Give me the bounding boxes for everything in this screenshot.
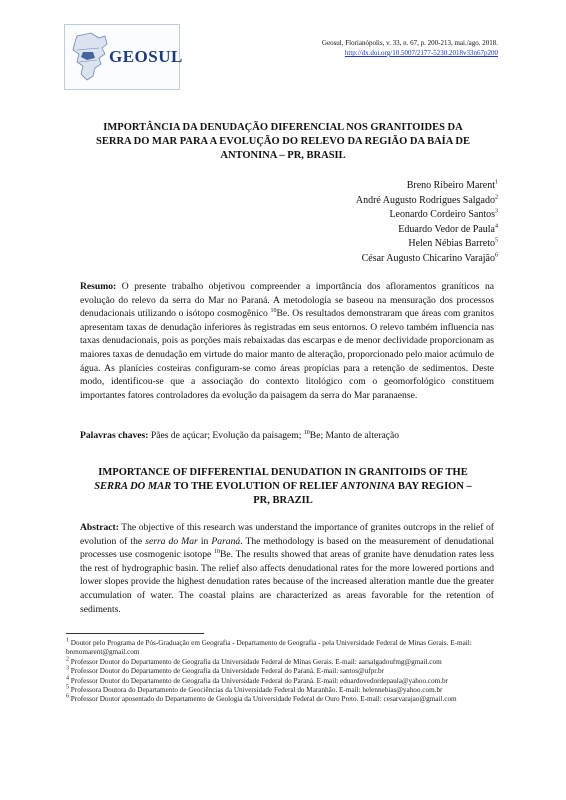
footnote-6: $^6$ Professor Doutor aposentado do Departamento de Geologia da Universidade Federal de Ouro Preto. E-mail: cesarvarajao@gmail.com xyxy=(66,694,457,704)
palavras-chaves: Palavras chaves: Pães de açúcar; Evolução da paisagem; $^{10}$Be; Manto de alteração xyxy=(80,429,400,441)
journal-citation xyxy=(322,38,498,58)
author-1: Breno Ribeiro Marent$^1$ xyxy=(406,179,498,191)
footnote-5: $^5$ Professora Doutora do Departamento de Geociências da Universidade Federal do Maranhão. E-mail: helennebias@yahoo.com.br xyxy=(66,684,443,695)
title-en-line3: PR, BRAZIL xyxy=(253,495,313,506)
footnote-divider xyxy=(66,633,204,634)
abstract-label: Abstract: xyxy=(80,522,119,533)
resumo-label: Resumo: xyxy=(80,281,117,292)
author-4: Eduardo Vedor de Paula$^4$ xyxy=(398,223,498,235)
author-6: César Augusto Chicarino Varajão$^6$ xyxy=(361,252,498,264)
footnote-2: $^2$ Professor Doutor do Departamento de Geografia da Universidade Federal de Minas Gerais. E-mail: aarsalgadoufmg@gmail.com xyxy=(66,656,442,666)
author-2: André Augusto Rodrigues Salgado$^2$ xyxy=(355,194,498,206)
footnotes xyxy=(66,639,496,705)
title-en-line1: IMPORTANCE OF DIFFERENTIAL DENUDATION IN GRANITOIDS OF THE xyxy=(98,467,468,478)
palavras-label: Palavras chaves: xyxy=(80,430,149,441)
citation-text: Geosul, Florianópolis, v. 33, n. 67, p. 200-213, mai./ago. 2018. xyxy=(321,39,498,47)
resumo-paragraph: Resumo: O presente trabalho objetivou compreender a importância dos afloramentos graníticos na evolução do relevo da serra do Mar no Paraná. A metodologia se baseou na mensuração dos processos denudacionais utilizando o isótopo cosmogênico $^{10}$Be. Os resultados demonstraram que áreas com granitos apresentam taxas de denudação inferiores às registradas em seus entornos. O relevo também influencia nas taxas denudacionais, pois as porções mais rebaixadas das escarpas e de menor declividade proporcionam as maiores taxas de denudação em virtude do maior manto de alteração, proporcionado pelo maior acúmulo de água. As planícies costeiras configuram-se como áreas propícias para a retenção de sedimentos. Deste modo, identificou-se que a associação do contexto litológico com o geomorfológico constituem importantes fatores controladores da evolução da paisagem da serra do Mar paranaense. xyxy=(80,281,495,401)
footnote-3: $^3$ Professor Doutor do Departamento de Geografia da Universidade Federal do Paraná. E-mail: santos@ufpr.br xyxy=(66,665,384,676)
title-pt-line2: SERRA DO MAR PARA A EVOLUÇÃO DO RELEVO DA REGIÃO DA BAÍA DE xyxy=(96,136,470,147)
title-en-line2: SERRA DO MAR TO THE EVOLUTION OF RELIEF ANTONINA BAY REGION – xyxy=(94,481,472,492)
author-5: Helen Nébias Barreto$^5$ xyxy=(408,237,498,249)
author-list xyxy=(356,179,498,266)
logo-wordmark: GEOSUL xyxy=(109,47,183,66)
title-pt-line3: ANTONINA – PR, BRASIL xyxy=(220,150,346,161)
title-pt-line1: IMPORTÂNCIA DA DENUDAÇÃO DIFERENCIAL NOS GRANITOIDES DA xyxy=(103,122,463,133)
south-brazil-map-icon xyxy=(69,30,109,84)
footnote-4: $^4$ Professor Doutor do Departamento de Geografia da Universidade Federal do Paraná. E-mail: eduardovedordepaula@yahoo.com.br xyxy=(66,675,449,685)
journal-logo xyxy=(64,24,183,90)
footnote-1: $^1$ Doutor pelo Programa de Pós-Graduação em Geografia - Departamento de Geografia - pela Universidade Federal de Minas Gerais. E-mail: brenomarent@gmail.com xyxy=(66,637,472,657)
abstract-paragraph: Abstract: The objective of this research was understand the importance of granites outcrops in the relief of evolution of the serra do Mar in Paraná. The methodology is based on the measurement of denudational processes use cosmogenic isotope $^{10}$Be. The results showed that areas of granite have denudation rates less the rest of hydrographic basin. The relief also affects denudational rates for the more lowered portions and lower slopes provide the highest denudation rates because of the increased alteration mantle due the greater accumulation of water. The coastal plains are characterized as areas favorable for the retention of sediments. xyxy=(80,522,494,615)
doi-link[interactable]: http://dx.doi.org/10.5007/2177-5230.2018v33n67p200 xyxy=(344,49,498,57)
author-3: Leonardo Cordeiro Santos$^3$ xyxy=(389,208,498,220)
title-portuguese xyxy=(90,121,476,163)
title-english xyxy=(90,466,476,508)
